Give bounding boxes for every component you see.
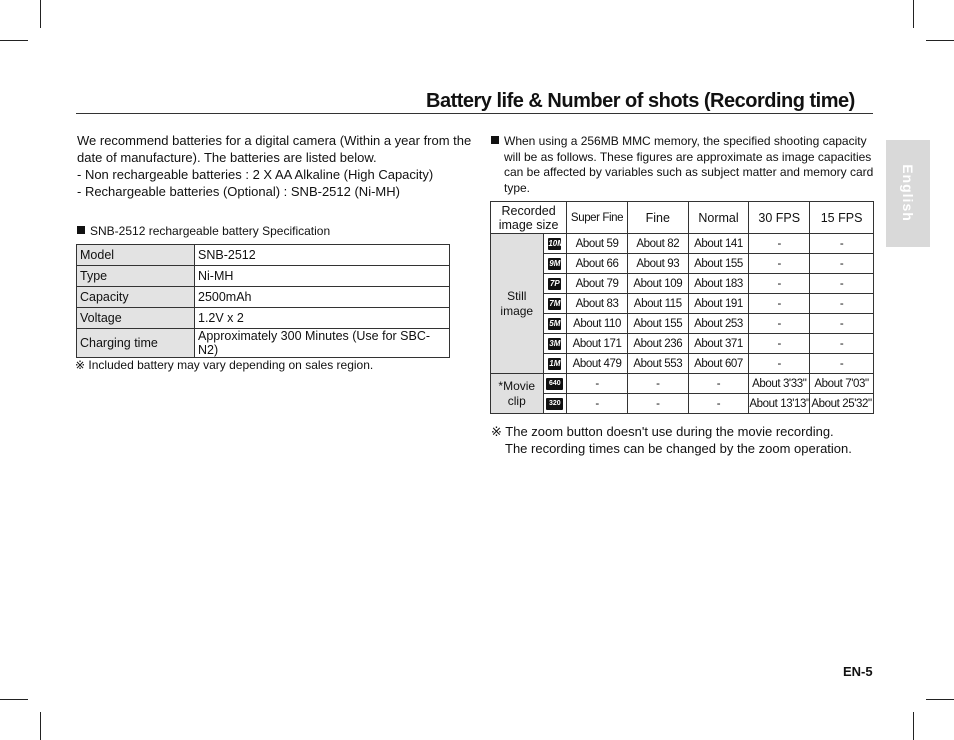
capacity-note-line: can be affected by variables such as subject matter and memory card [504,165,874,179]
cell-fps15: - [810,334,874,354]
resolution-icon: 7M [549,299,561,309]
cell-normal: About 253 [688,314,749,334]
header-size: Recorded image size [491,202,567,234]
spec-label: Model [77,245,195,266]
cell-normal: About 155 [688,254,749,274]
resolution-icon: 1M [549,359,561,369]
cell-fps30: - [749,254,810,274]
cell-fps15: About 7'03" [810,374,874,394]
spec-value: Approximately 300 Minutes (Use for SBC-N2) [195,329,450,358]
cell-fps15: - [810,354,874,374]
cell-fps15: - [810,274,874,294]
size-icon-cell [543,234,567,254]
cell-fps30: - [749,294,810,314]
shots-table [490,201,874,414]
spec-label: Capacity [77,287,195,308]
cell-super-fine: - [567,374,628,394]
cell-fps15: - [810,234,874,254]
cell-fps30: - [749,274,810,294]
spec-value: SNB-2512 [195,245,450,266]
page-number: EN-5 [843,664,873,679]
table-row [491,294,874,314]
table-row [77,287,450,308]
resolution-icon: 7P [549,279,560,289]
spec-label: Type [77,266,195,287]
cell-normal: - [688,394,749,414]
cell-fine: About 115 [627,294,688,314]
language-tab [886,140,930,247]
cell-fine: About 236 [627,334,688,354]
capacity-note-line: will be as follows. These figures are approximate as image capacities [504,149,872,164]
cell-normal: About 183 [688,274,749,294]
intro-line: - Non rechargeable batteries : 2 X AA Alkaline (High Capacity) [77,167,434,182]
table-row [491,274,874,294]
cell-super-fine: About 110 [567,314,628,334]
table-row [491,234,874,254]
cell-fine: About 155 [627,314,688,334]
movie-clip-label: *Movie clip [491,374,544,414]
cell-fine: - [627,394,688,414]
spec-value: 2500mAh [195,287,450,308]
cell-super-fine: About 66 [567,254,628,274]
crop-mark [0,40,28,41]
cell-fine: About 553 [627,354,688,374]
cell-fine: About 82 [627,234,688,254]
size-icon-cell [543,254,567,274]
table-row [491,314,874,334]
table-row [491,334,874,354]
intro-line: - Rechargeable batteries (Optional) : SNB-2512 (Ni-MH) [77,184,400,199]
header-fine: Fine [627,202,688,234]
size-icon-cell [543,274,567,294]
resolution-icon: 10M [548,239,564,249]
cell-fps15: - [810,314,874,334]
capacity-note [491,134,881,196]
cell-normal: - [688,374,749,394]
resolution-icon: 9M [549,259,561,269]
table-row [491,354,874,374]
resolution-icon: 5M [549,319,561,329]
still-image-label: Still image [491,234,544,374]
zoom-note-line: The recording times can be changed by the zoom operation. [505,441,852,456]
cell-normal: About 141 [688,234,749,254]
cell-fps15: - [810,254,874,274]
header-normal: Normal [688,202,749,234]
table-row [491,394,874,414]
title-divider [76,113,873,114]
bullet-square-icon [491,136,499,144]
table-row [491,374,874,394]
resolution-icon: 640 [546,378,563,390]
table-row [77,329,450,358]
spec-heading-text: SNB-2512 rechargeable battery Specification [90,224,331,238]
cell-fps15: About 25'32" [810,394,874,414]
intro-line: date of manufacture). The batteries are listed below. [77,150,377,165]
cell-fps30: - [749,234,810,254]
intro-line: We recommend batteries for a digital camera (Within a year from the [77,133,472,148]
cell-fps30: About 13'13" [749,394,810,414]
cell-fine: About 109 [627,274,688,294]
size-icon-cell [543,294,567,314]
cell-super-fine: About 479 [567,354,628,374]
cell-fps15: - [810,294,874,314]
capacity-note-line: type. [504,180,531,195]
language-tab-label: English [900,164,916,222]
size-icon-cell [543,394,567,414]
cell-super-fine: About 171 [567,334,628,354]
cell-super-fine: About 59 [567,234,628,254]
cell-super-fine: - [567,394,628,414]
cell-fps30: - [749,334,810,354]
cell-fps30: About 3'33" [749,374,810,394]
spec-value: 1.2V x 2 [195,308,450,329]
resolution-icon: 3M [549,339,561,349]
cell-fps30: - [749,354,810,374]
size-icon-cell [543,374,567,394]
cell-super-fine: About 83 [567,294,628,314]
capacity-note-line: When using a 256MB MMC memory, the specified shooting capacity [504,134,867,148]
size-icon-cell [543,354,567,374]
spec-heading [77,224,330,238]
crop-mark [926,699,954,700]
crop-mark [0,699,28,700]
header-15fps: 15 FPS [810,202,874,234]
crop-mark [913,0,914,28]
spec-label: Voltage [77,308,195,329]
table-row [77,308,450,329]
cell-super-fine: About 79 [567,274,628,294]
header-30fps: 30 FPS [749,202,810,234]
cell-normal: About 371 [688,334,749,354]
cell-fine: About 93 [627,254,688,274]
cell-normal: About 191 [688,294,749,314]
crop-mark [40,712,41,740]
crop-mark [40,0,41,28]
size-icon-cell [543,334,567,354]
table-header-row [491,202,874,234]
page-title: Battery life & Number of shots (Recording time) [426,90,855,112]
size-icon-cell [543,314,567,334]
header-super-fine: Super Fine [567,202,628,234]
cell-normal: About 607 [688,354,749,374]
crop-mark [926,40,954,41]
intro-text [77,132,477,200]
zoom-note [491,423,852,457]
spec-note: ※ Included battery may vary depending on sales region. [75,358,374,372]
cell-fps30: - [749,314,810,334]
cell-fine: - [627,374,688,394]
table-row [77,245,450,266]
table-row [77,266,450,287]
resolution-icon: 320 [546,398,563,410]
spec-label: Charging time [77,329,195,358]
bullet-square-icon [77,226,85,234]
crop-mark [913,712,914,740]
table-row [491,254,874,274]
spec-value: Ni-MH [195,266,450,287]
zoom-note-line: ※ The zoom button doesn't use during the movie recording. [491,424,834,439]
battery-spec-table [76,244,450,358]
